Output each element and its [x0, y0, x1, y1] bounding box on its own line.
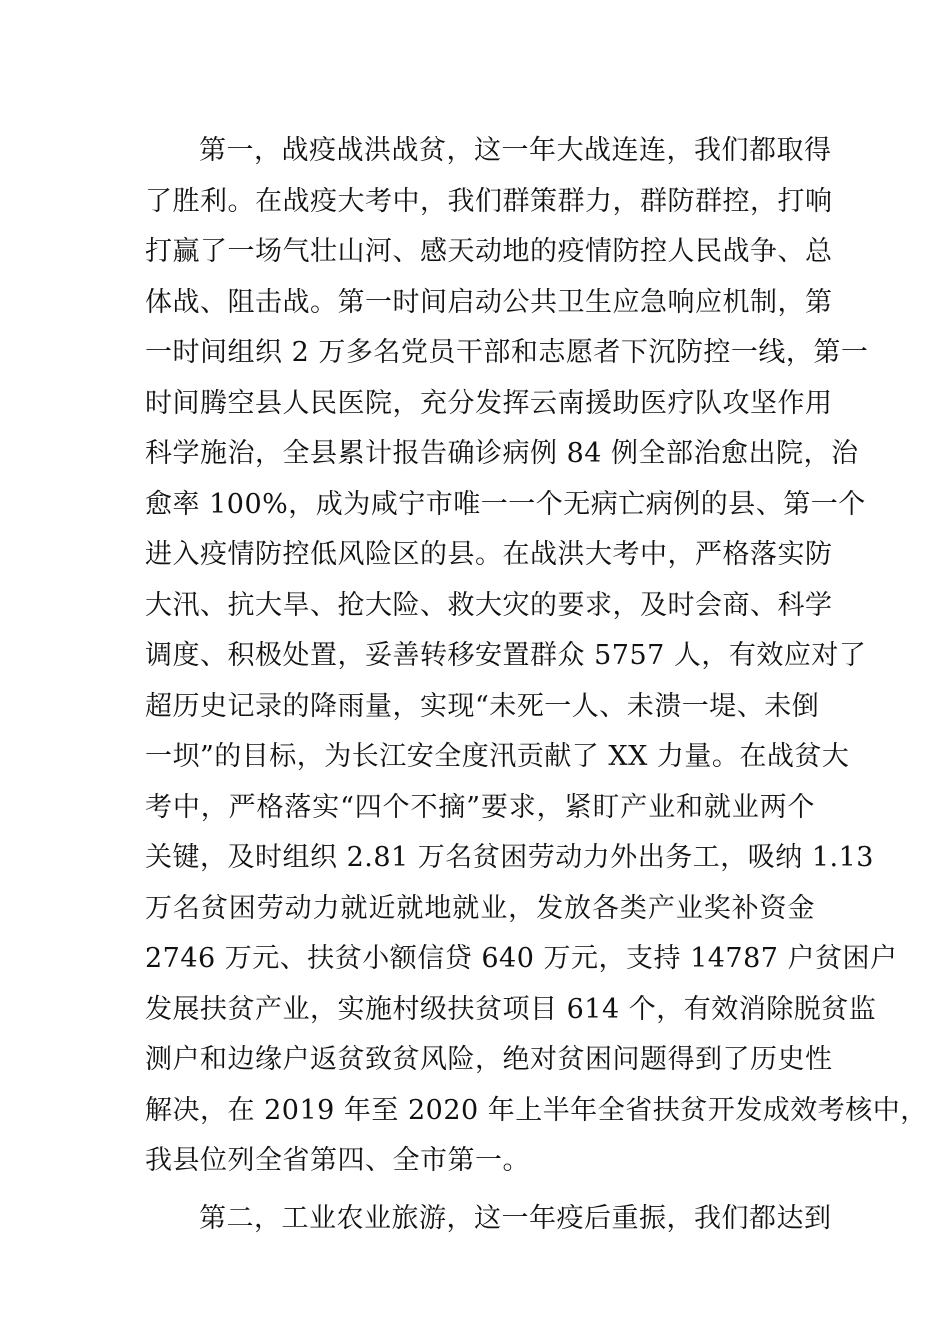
paragraph-line: 解决，在 2019 年至 2020 年上半年全省扶贫开发成效考核中，: [145, 1094, 928, 1126]
paragraph-line: 考中，严格落实“四个不摘”要求，紧盯产业和就业两个: [145, 791, 815, 823]
paragraph-line: 发展扶贫产业，实施村级扶贫项目 614 个，有效消除脱贫监: [145, 993, 877, 1025]
paragraph-line: 第二，工业农业旅游，这一年疫后重振，我们都达到: [199, 1202, 832, 1234]
paragraph-2: [145, 1194, 832, 1245]
paragraph-line: 愈率 100%，成为咸宁市唯一一个无病亡病例的县、第一个: [145, 488, 866, 520]
paragraph-line: 关键，及时组织 2.81 万名贫困劳动力外出务工，吸纳 1.13: [145, 842, 874, 873]
paragraph-line: 一坝”的目标，为长江安全度汛贡献了 XX 力量。在战贫大: [145, 741, 850, 772]
paragraph-line: 超历史记录的降雨量，实现“未死一人、未溃一堤、未倒: [145, 690, 820, 722]
paragraph-line: 科学施治，全县累计报告确诊病例 84 例全部治愈出院，治: [145, 438, 859, 469]
paragraph-line: 第一，战疫战洪战贫，这一年大战连连，我们都取得: [199, 135, 832, 166]
paragraph-line: 我县位列全省第四、全市第一。: [145, 1145, 530, 1176]
paragraph-line: 一时间组织 2 万多名党员干部和志愿者下沉防控一线，第一: [145, 337, 869, 368]
paragraph-line: 体战、阻击战。第一时间启动公共卫生应急响应机制，第: [145, 286, 833, 318]
paragraph-line: 了胜利。在战疫大考中，我们群策群力，群防群控，打响: [145, 185, 833, 217]
paragraph-line: 进入疫情防控低风险区的县。在战洪大考中，严格落实防: [145, 539, 833, 570]
paragraph-line: 万名贫困劳动力就近就地就业，发放各类产业奖补资金: [145, 892, 815, 924]
paragraph-line: 大汛、抗大旱、抢大险、救大灾的要求，及时会商、科学: [145, 589, 833, 621]
paragraph-line: 测户和边缘户返贫致贫风险，绝对贫困问题得到了历史性: [145, 1044, 833, 1075]
paragraph-line: 打赢了一场气壮山河、感天动地的疫情防控人民战争、总: [145, 236, 833, 267]
paragraph-line: 2746 万元、扶贫小额信贷 640 万元，支持 14787 户贫困户: [145, 943, 898, 974]
document-body: [145, 126, 928, 1244]
paragraph-line: 时间腾空县人民医院，充分发挥云南援助医疗队攻坚作用: [145, 387, 833, 419]
paragraph-1: [145, 126, 928, 1187]
paragraph-line: 调度、积极处置，妥善转移安置群众 5757 人，有效应对了: [145, 640, 867, 671]
